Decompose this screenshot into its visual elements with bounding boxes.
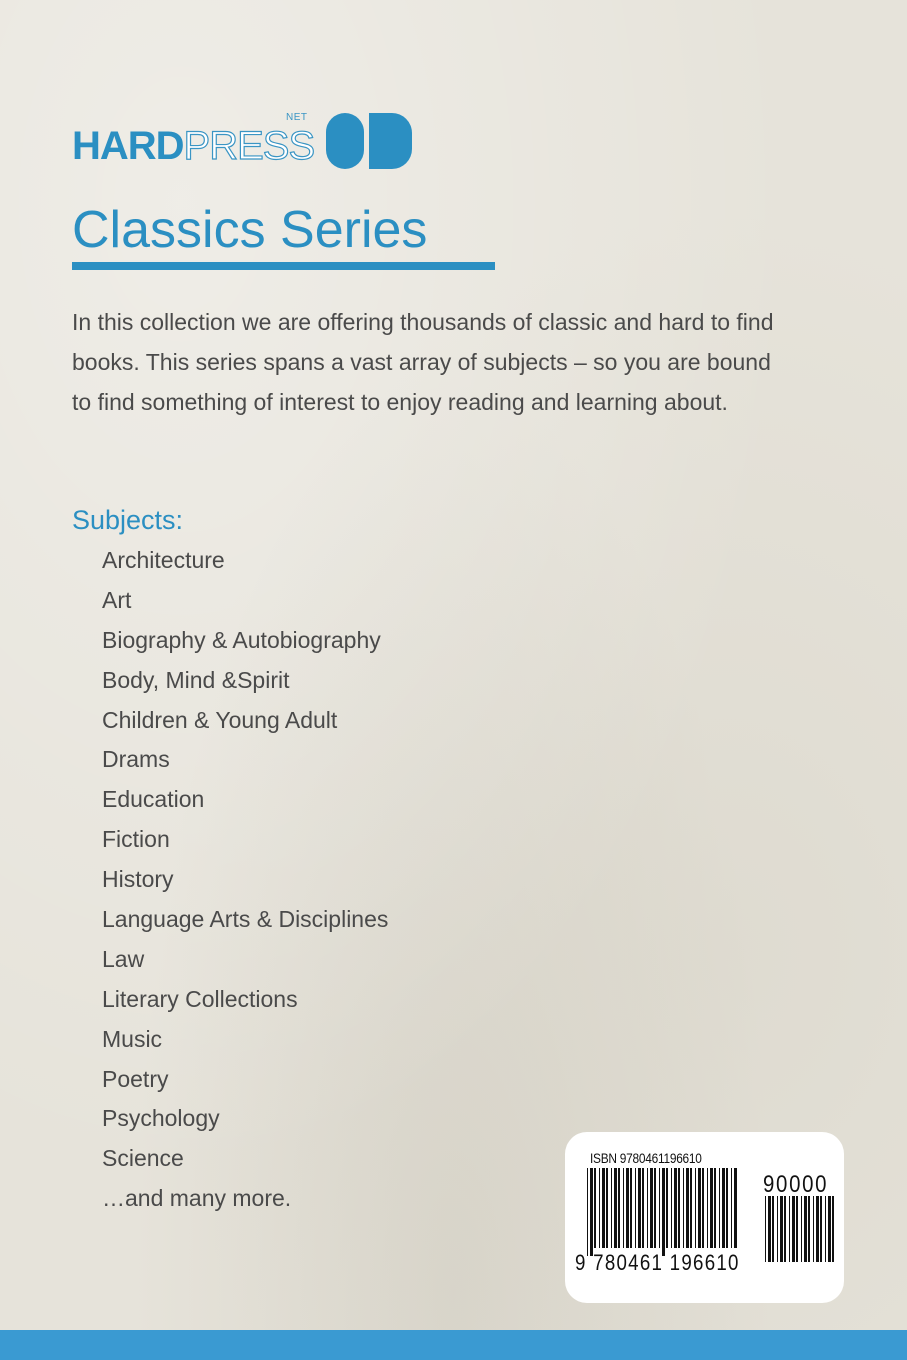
isbn-label: ISBN 9780461196610 <box>590 1150 702 1166</box>
subject-item: Literary Collections <box>102 985 298 1012</box>
series-title: Classics Series <box>72 201 428 259</box>
subjects-heading: Subjects: <box>72 505 184 535</box>
subject-item: Music <box>102 1025 163 1052</box>
subject-item: History <box>102 866 174 893</box>
barcode-addon-digits: 90000 <box>763 1171 829 1198</box>
logo-hard-text: HARD <box>72 124 184 168</box>
subject-item: Language Arts & Disciplines <box>102 906 389 933</box>
subject-item-more: …and many more. <box>102 1185 292 1212</box>
intro-paragraph: In this collection we are offering thousands of classic and hard to find books. This series spans a vast array of subjects – so you are bound to find something of interest to enjoy reading and learning about. <box>72 309 774 415</box>
subject-item: Art <box>102 586 132 613</box>
subject-item: Biography & Autobiography <box>102 626 381 653</box>
barcode-digits: 9 780461 196610 <box>575 1250 740 1275</box>
isbn-barcode <box>565 1132 844 1303</box>
subject-item: Children & Young Adult <box>102 706 338 733</box>
title-underline <box>72 262 495 270</box>
subject-item: Fiction <box>102 826 170 853</box>
bottom-color-band <box>0 1330 907 1360</box>
subject-item: Law <box>102 945 145 972</box>
logo-wordmark <box>72 126 314 166</box>
logo-press-text: PRESS <box>183 124 315 168</box>
subject-item: Drams <box>102 746 170 773</box>
subject-item: Body, Mind &Spirit <box>102 666 290 693</box>
subjects-list <box>102 541 388 1219</box>
subject-item: Architecture <box>102 547 225 573</box>
hardpress-mark-icon <box>324 112 414 172</box>
logo-net-text: NET <box>286 112 308 123</box>
subject-item: Science <box>102 1145 184 1172</box>
subject-item: Poetry <box>102 1065 169 1092</box>
subject-item: Psychology <box>102 1105 220 1132</box>
subject-item: Education <box>102 786 205 813</box>
